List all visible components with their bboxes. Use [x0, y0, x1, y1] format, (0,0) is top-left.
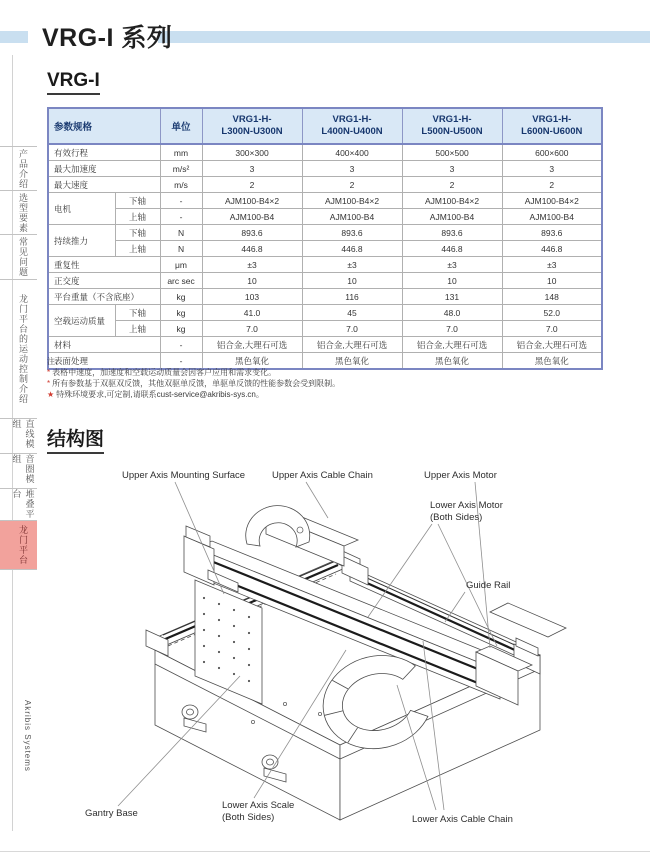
table-notes: [47, 356, 340, 400]
cell-sub-axis: 上轴: [115, 209, 160, 225]
cell-value: AJM100-B4×2: [202, 193, 302, 209]
cell-unit: -: [160, 353, 202, 370]
diagram-label-upper-axis-motor: Upper Axis Motor: [424, 470, 497, 481]
note-line: [47, 389, 340, 400]
cell-value: 446.8: [302, 241, 402, 257]
cell-param: 空载运动质量: [48, 305, 115, 337]
cell-sub-axis: 下轴: [115, 305, 160, 321]
tab-label: 龙门平台的运动控制介绍: [18, 294, 28, 404]
cell-value: AJM100-B4: [402, 209, 502, 225]
cell-value: 148: [502, 289, 602, 305]
cell-unit: m/s: [160, 177, 202, 193]
model-line1: VRG1-H-: [432, 113, 472, 125]
cell-value: 600×600: [502, 144, 602, 161]
cell-value: 黑色氧化: [302, 353, 402, 370]
cell-value: AJM100-B4: [302, 209, 402, 225]
model-line2: L600N-U600N: [521, 126, 583, 137]
upper-cable-chain-shape: [246, 506, 358, 566]
title-accent-bar-left: [0, 31, 28, 43]
table-row: [48, 225, 602, 241]
cell-param: 持续推力: [48, 225, 115, 257]
cell-param: 表面处理: [48, 353, 160, 370]
cell-value: ±3: [402, 257, 502, 273]
sidebar-tab-selection[interactable]: [0, 190, 37, 234]
section-title-structure: 结构图: [47, 424, 104, 454]
cell-value: 45: [302, 305, 402, 321]
cell-value: 10: [502, 273, 602, 289]
cell-value: ±3: [302, 257, 402, 273]
cell-param: 重复性: [48, 257, 160, 273]
table-header-row: [48, 108, 602, 144]
note-line: [47, 378, 340, 389]
sidebar-tab-faq[interactable]: [0, 234, 37, 279]
note-text: 所有参数基于双驱双反馈，其他双驱单反馈，单驱单反馈的性能参数会受到限制。: [52, 379, 341, 388]
diagram-label-upper-axis-cable-chain: Upper Axis Cable Chain: [272, 470, 373, 481]
model-line1: VRG1-H-: [332, 113, 372, 125]
cell-param: 材料: [48, 337, 160, 353]
note-line: [47, 367, 340, 378]
cell-value: 铝合金,大理石可选: [502, 337, 602, 353]
table-row: [48, 193, 602, 209]
model-line1: VRG1-H-: [532, 113, 572, 125]
table-row: [48, 161, 602, 177]
table-row: [48, 257, 602, 273]
tab-label: 音圈模组: [11, 454, 35, 484]
page-title: VRG-I 系列: [42, 24, 173, 52]
diagram-label-gantry-base: Gantry Base: [85, 808, 138, 819]
cell-value: 41.0: [202, 305, 302, 321]
cell-unit: N: [160, 241, 202, 257]
cell-value: 7.0: [202, 321, 302, 337]
cell-value: 7.0: [502, 321, 602, 337]
cell-value: 铝合金,大理石可选: [202, 337, 302, 353]
cell-value: 3: [302, 161, 402, 177]
cell-value: 446.8: [402, 241, 502, 257]
tab-label: 堆叠平台: [11, 489, 35, 519]
cell-param: 正交度: [48, 273, 160, 289]
col-header-model-600: [502, 108, 602, 144]
cell-value: 893.6: [302, 225, 402, 241]
table-row: [48, 273, 602, 289]
note-bullet: *: [47, 368, 51, 377]
page-bottom-rule: [0, 851, 650, 852]
tab-label: 龙门平台: [18, 525, 28, 565]
cell-param: 最大速度: [48, 177, 160, 193]
cell-value: AJM100-B4×2: [502, 193, 602, 209]
spec-table: [47, 107, 603, 370]
cell-unit: kg: [160, 289, 202, 305]
diagram-label-lower-axis-scale: Lower Axis Scale: [222, 800, 295, 811]
cell-param: 最大加速度: [48, 161, 160, 177]
cell-value: 893.6: [202, 225, 302, 241]
cell-value: 铝合金,大理石可选: [402, 337, 502, 353]
diagram-label-upper-axis-mounting-surface: Upper Axis Mounting Surface: [122, 470, 246, 481]
model-line2: L300N-U300N: [221, 126, 283, 137]
cell-sub-axis: 下轴: [115, 193, 160, 209]
model-line1: VRG1-H-: [232, 113, 272, 125]
cell-sub-axis: 下轴: [115, 225, 160, 241]
cell-value: AJM100-B4×2: [402, 193, 502, 209]
cell-value: 300×300: [202, 144, 302, 161]
cell-value: 7.0: [402, 321, 502, 337]
cell-value: 500×500: [402, 144, 502, 161]
note-text: 表格中速度，加速度和空载运动质量会因客户应用和需求变化。: [52, 368, 277, 377]
cell-value: 48.0: [402, 305, 502, 321]
sidebar-tab-stacked-stage[interactable]: [0, 488, 37, 520]
cell-value: ±3: [202, 257, 302, 273]
structure-diagram: [38, 452, 650, 852]
cell-value: 3: [202, 161, 302, 177]
cell-value: 116: [302, 289, 402, 305]
cell-value: 10: [202, 273, 302, 289]
cell-value: 103: [202, 289, 302, 305]
cell-value: 446.8: [502, 241, 602, 257]
col-header-unit: 单位: [160, 108, 202, 144]
cell-value: 黑色氧化: [502, 353, 602, 370]
tab-label: 常见问题: [18, 237, 28, 277]
diagram-label-lower-axis-cable-chain: Lower Axis Cable Chain: [412, 814, 513, 825]
cell-unit: kg: [160, 305, 202, 321]
cell-unit: arc sec: [160, 273, 202, 289]
cell-value: 3: [402, 161, 502, 177]
col-header-model-300: [202, 108, 302, 144]
table-row: [48, 305, 602, 321]
notes-heading: 注:: [47, 357, 58, 366]
cell-unit: -: [160, 337, 202, 353]
cell-value: 10: [302, 273, 402, 289]
diagram-label-lower-axis-motor: Lower Axis Motor: [430, 500, 503, 511]
tab-label: 产品介绍: [18, 148, 28, 189]
diagram-label-lower-axis-motor-2: (Both Sides): [430, 512, 483, 523]
table-row: [48, 209, 602, 225]
sidebar-tab-motion-control[interactable]: [0, 279, 37, 418]
cell-value: 2: [402, 177, 502, 193]
cell-value: 2: [202, 177, 302, 193]
col-header-model-500: [402, 108, 502, 144]
sidebar-tab-linear-module[interactable]: [0, 418, 37, 453]
cell-value: 2: [302, 177, 402, 193]
title-accent-bar-right: [158, 31, 650, 43]
sidebar-tab-gantry-stage-active[interactable]: [0, 520, 37, 570]
section-title-vrg: VRG-I: [47, 70, 100, 95]
table-row: [48, 144, 602, 161]
cell-value: 黑色氧化: [402, 353, 502, 370]
cell-value: 893.6: [502, 225, 602, 241]
cell-value: 131: [402, 289, 502, 305]
table-row: [48, 241, 602, 257]
tab-label: 直线模组: [11, 419, 35, 449]
cell-sub-axis: 上轴: [115, 241, 160, 257]
sidebar-tab-product-intro[interactable]: [0, 146, 37, 190]
cell-unit: N: [160, 225, 202, 241]
cell-value: AJM100-B4×2: [302, 193, 402, 209]
table-row: [48, 289, 602, 305]
cell-param: 有效行程: [48, 144, 160, 161]
cell-param: 平台重量（不含底座）: [48, 289, 160, 305]
cell-value: 10: [402, 273, 502, 289]
cell-param: 电机: [48, 193, 115, 225]
cell-value: 446.8: [202, 241, 302, 257]
cell-unit: m/s²: [160, 161, 202, 177]
cell-value: 400×400: [302, 144, 402, 161]
tab-label: 选型要素: [18, 192, 28, 233]
table-row: [48, 177, 602, 193]
cell-value: ±3: [502, 257, 602, 273]
cell-unit: kg: [160, 321, 202, 337]
brand-text: Akribis Systems: [23, 700, 32, 772]
cell-sub-axis: 上轴: [115, 321, 160, 337]
cell-unit: μm: [160, 257, 202, 273]
note-bullet: *: [47, 379, 51, 388]
diagram-label-lower-axis-scale-2: (Both Sides): [222, 812, 275, 823]
cell-value: 2: [502, 177, 602, 193]
cell-unit: -: [160, 209, 202, 225]
col-header-model-400: [302, 108, 402, 144]
cell-value: 黑色氧化: [202, 353, 302, 370]
table-row: [48, 321, 602, 337]
note-text: 特殊环境要求,可定制,请联系cust-service@akribis-sys.cn。: [56, 390, 264, 399]
cell-value: 7.0: [302, 321, 402, 337]
cell-value: AJM100-B4: [502, 209, 602, 225]
cell-value: 3: [502, 161, 602, 177]
cell-value: AJM100-B4: [202, 209, 302, 225]
cell-value: 52.0: [502, 305, 602, 321]
table-row: [48, 337, 602, 353]
spec-table-wrap: [47, 107, 603, 370]
diagram-label-guide-rail: Guide Rail: [466, 580, 511, 591]
model-line2: L400N-U400N: [321, 126, 383, 137]
model-line2: L500N-U500N: [421, 126, 483, 137]
col-header-param: 参数规格: [48, 108, 160, 144]
note-bullet: ★: [47, 390, 55, 399]
cell-unit: -: [160, 193, 202, 209]
cell-value: 893.6: [402, 225, 502, 241]
cell-value: 铝合金,大理石可选: [302, 337, 402, 353]
sidebar-tab-voice-coil[interactable]: [0, 453, 37, 488]
cell-unit: mm: [160, 144, 202, 161]
